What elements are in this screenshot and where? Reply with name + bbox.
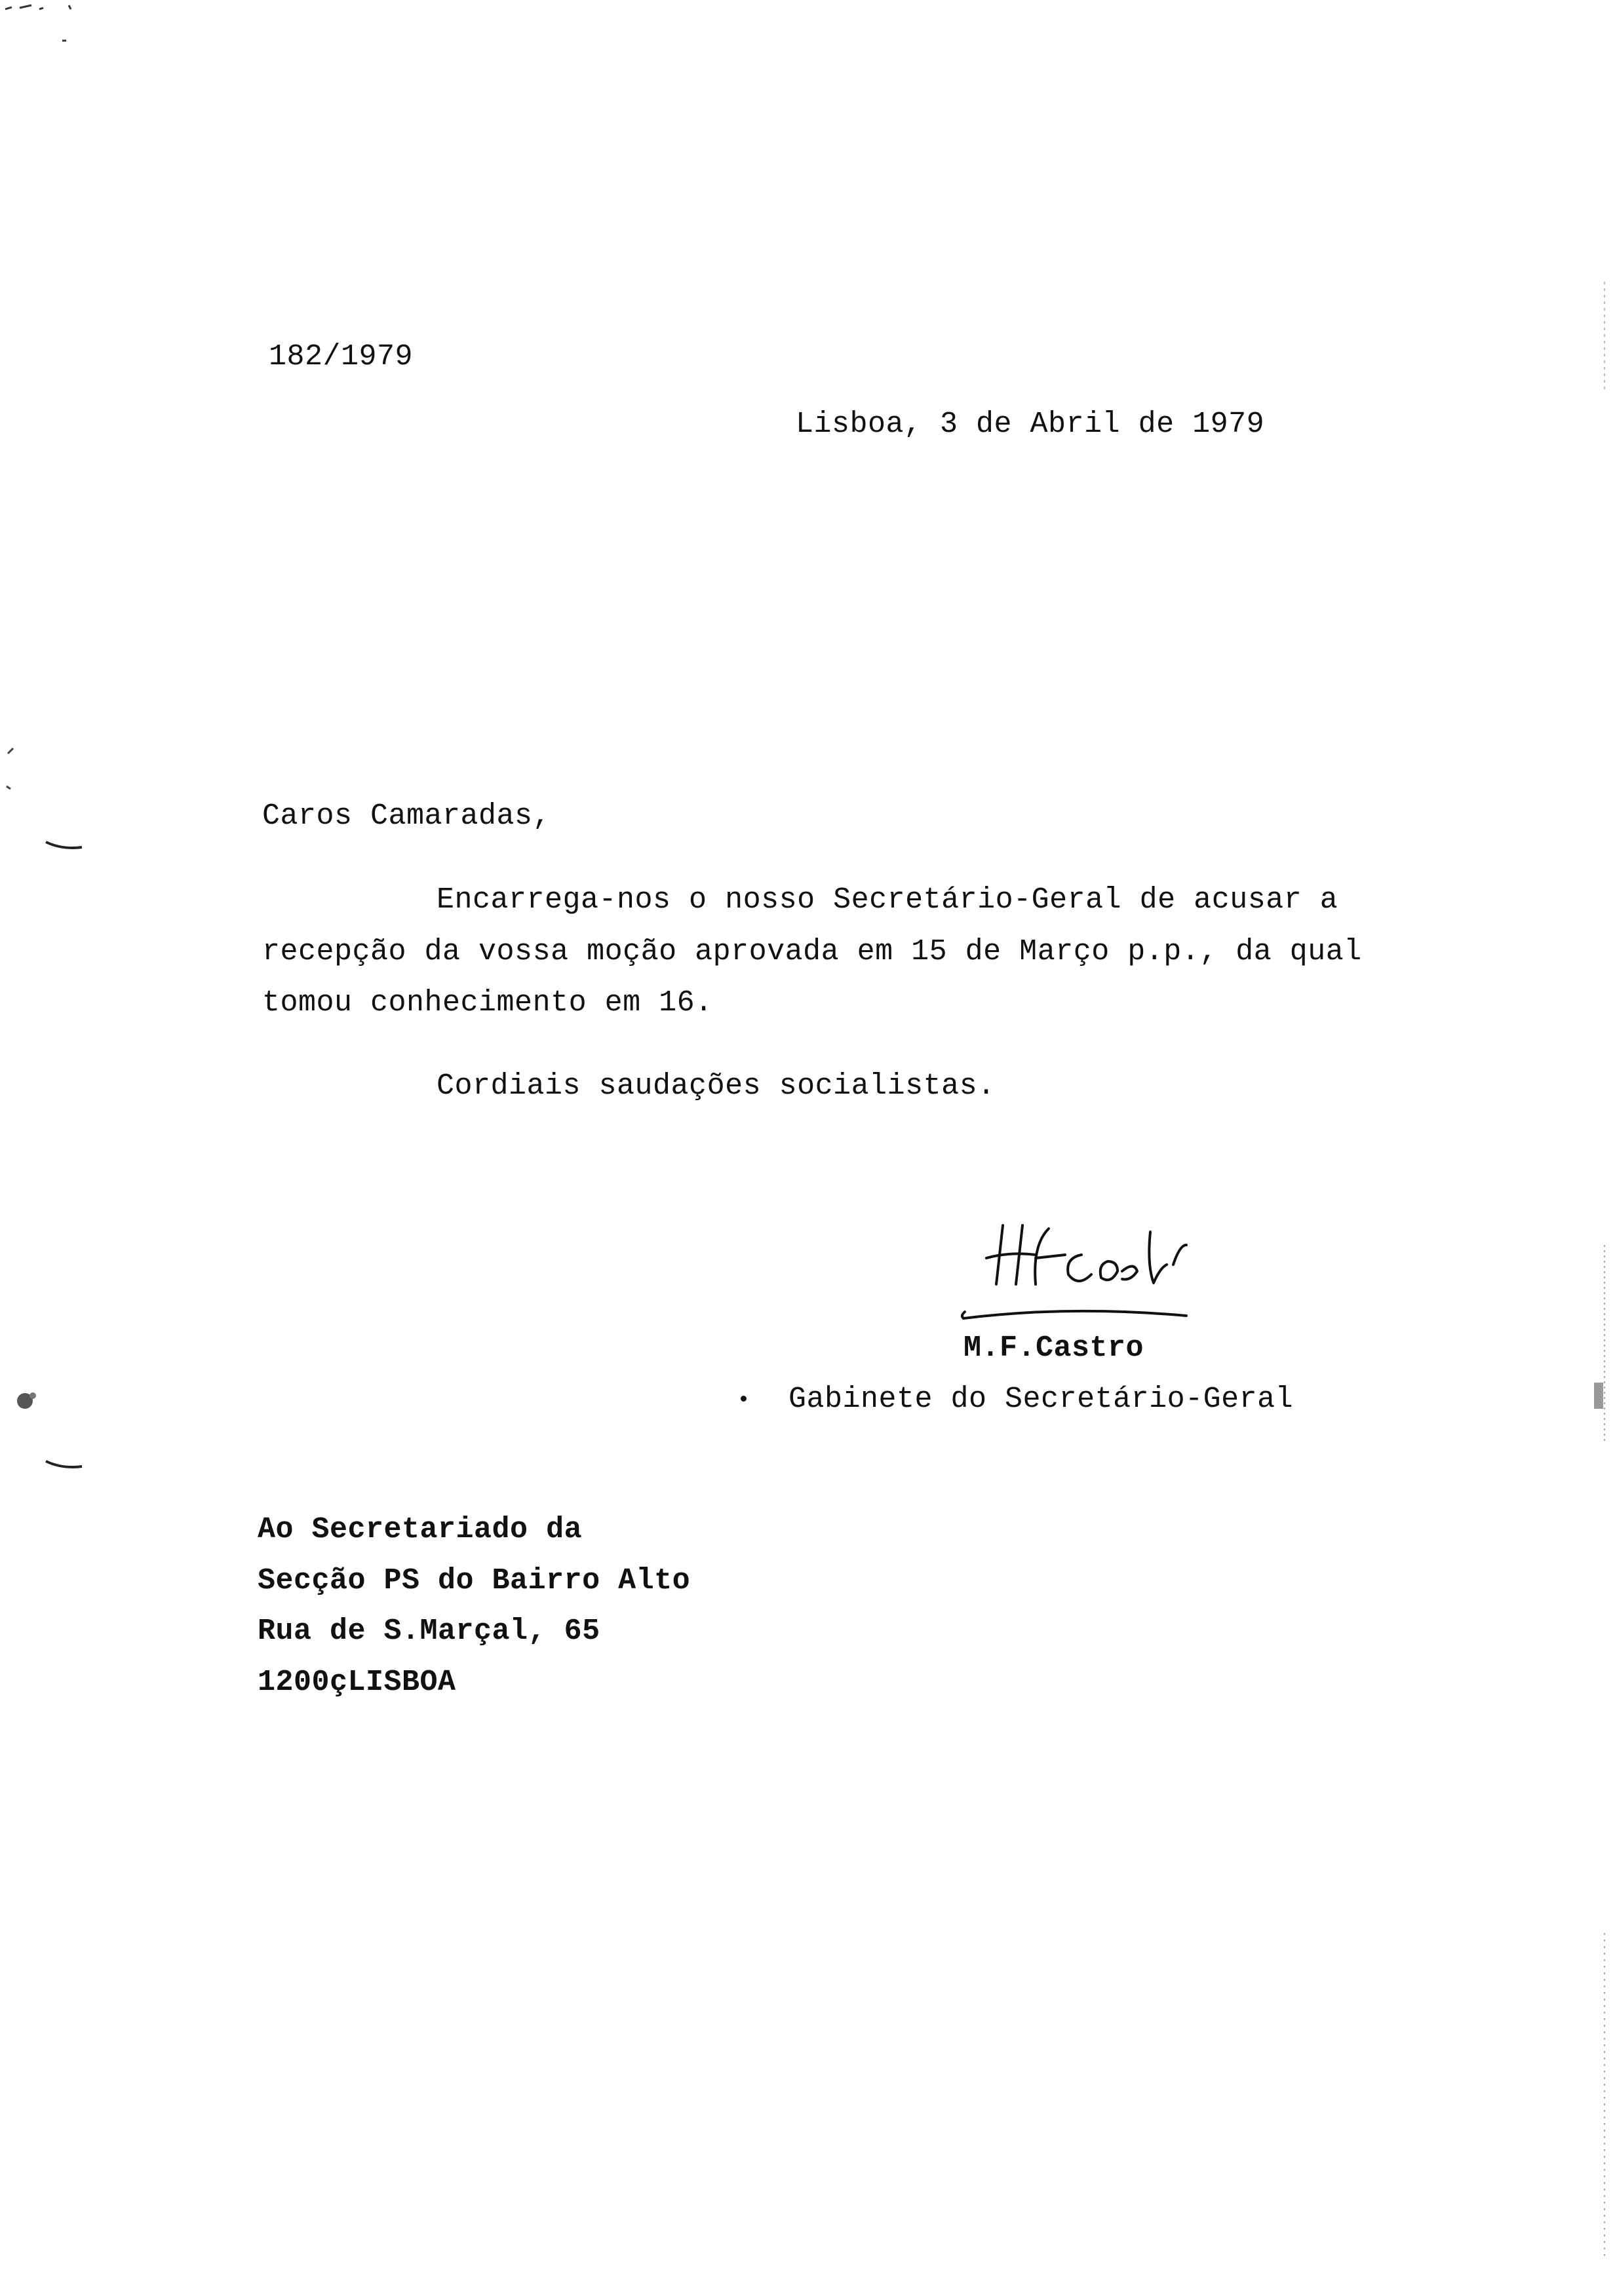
place-date: Lisboa, 3 de Abril de 1979 bbox=[796, 408, 1265, 441]
signatory-title: Gabinete do Secretário-Geral bbox=[788, 1383, 1294, 1416]
reference-number: 182/1979 bbox=[269, 340, 414, 373]
address-line: Secção PS do Bairro Alto bbox=[258, 1564, 691, 1598]
handwritten-signature bbox=[950, 1206, 1291, 1337]
bullet-mark bbox=[741, 1396, 747, 1402]
address-line: Ao Secretariado da bbox=[258, 1513, 583, 1546]
body-line: Encarrega-nos o nosso Secretário-Geral de acusar a bbox=[437, 883, 1338, 917]
body-line: tomou conhecimento em 16. bbox=[262, 986, 713, 1020]
address-line: 1200çLISBOA bbox=[258, 1666, 456, 1699]
closing: Cordiais saudações socialistas. bbox=[437, 1069, 996, 1103]
address-line: Rua de S.Marçal, 65 bbox=[258, 1615, 600, 1648]
body-line: recepção da vossa moção aprovada em 15 de Março p.p., da qual bbox=[262, 935, 1362, 968]
greeting: Caros Camaradas, bbox=[262, 799, 551, 833]
signatory-name: M.F.Castro bbox=[963, 1331, 1144, 1365]
